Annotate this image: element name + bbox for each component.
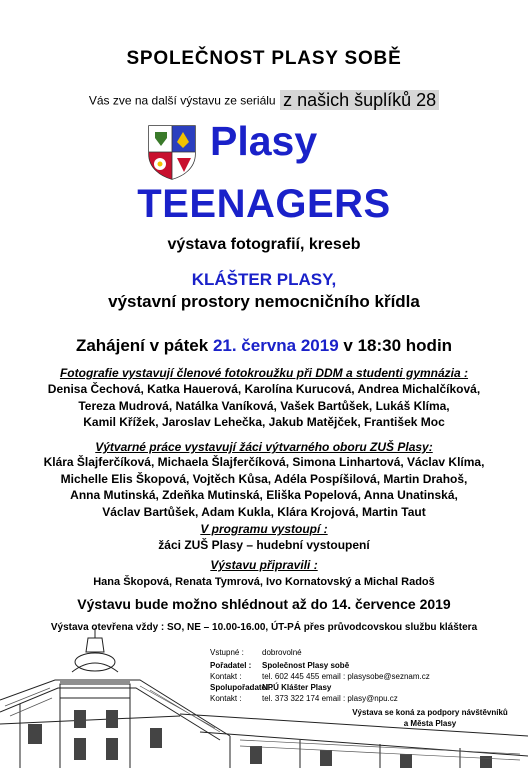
entry-value: dobrovolné	[262, 648, 302, 657]
organizer-heading: SPOLEČNOST PLASY SOBĚ	[126, 48, 402, 69]
list-item: Klára Šlajferčíková, Michaela Šlajferčíková, Simona Linhartová, Václav Klíma,	[43, 455, 485, 469]
opening-suffix: v 18:30 hodin	[343, 336, 453, 355]
support-note	[340, 707, 520, 729]
contact-value: tel. 602 445 455 email : plasysobe@seznam.cz	[262, 672, 430, 681]
prepared-text: Hana Škopová, Renata Tymrová, Ivo Kornatovský a Michal Radoš	[93, 576, 435, 588]
artists-heading: Výtvarné práce vystavují žáci výtvarného oboru ZUŠ Plasy:	[95, 440, 433, 454]
program-text: žáci ZUŠ Plasy – hudební vystoupení	[158, 538, 370, 552]
support-note-line: a Města Plasy	[403, 719, 457, 728]
coat-of-arms-icon	[147, 124, 197, 180]
venue-detail: výstavní prostory nemocničního křídla	[108, 292, 420, 311]
coorganizer-label: Spolupořadatel :	[210, 683, 274, 692]
opening-line	[0, 336, 528, 356]
contact-label: Kontakt :	[210, 694, 242, 703]
list-item: Denisa Čechová, Katka Hauerová, Karolína Kurucová, Andrea Michalčíková,	[47, 382, 481, 396]
support-note-line: Výstava se koná za podpory návštěvníků	[352, 708, 508, 717]
organizer-value: Společnost Plasy sobě	[262, 661, 350, 670]
prepared-heading: Výstavu připravili :	[210, 558, 318, 572]
program-heading: V programu vystoupí :	[200, 522, 328, 536]
artists-list	[0, 454, 528, 520]
venue-name: KLÁŠTER PLASY,	[191, 270, 337, 289]
entry-label: Vstupné :	[210, 648, 244, 657]
intro-line	[0, 90, 528, 111]
photographers-heading: Fotografie vystavují členové fotokroužku při DDM a studenti gymnázia :	[59, 366, 469, 380]
list-item: Kamil Křížek, Jaroslav Lehečka, Jakub Matějček, František Moc	[83, 415, 445, 429]
contact-value: tel. 373 322 174 email : plasy@npu.cz	[262, 694, 398, 703]
coorganizer-value: NPÚ Klášter Plasy	[262, 683, 332, 692]
contact-label: Kontakt :	[210, 672, 242, 681]
intro-text: Vás zve na další výstavu ze seriálu	[88, 93, 276, 108]
town-name: Plasy	[210, 118, 318, 164]
organizer-label: Pořadatel :	[210, 661, 252, 670]
opening-prefix: Zahájení v pátek	[75, 336, 209, 355]
exhibition-subtitle: výstava fotografií, kreseb	[167, 236, 361, 253]
photographers-list	[0, 381, 528, 431]
list-item: Tereza Mudrová, Natálka Vaníková, Vašek Bartůšek, Lukáš Klíma,	[78, 398, 450, 413]
list-item: Václav Bartůšek, Adam Kukla, Klára Krojová, Martin Taut	[102, 504, 426, 519]
opening-hours: Výstava otevřena vždy : SO, NE – 10.00-16.00, ÚT-PÁ přes průvodcovskou službu kláštera	[50, 622, 478, 633]
exhibition-title: TEENAGERS	[137, 182, 391, 226]
list-item: Michelle Elis Škopová, Vojtěch Kůsa, Adéla Pospíšilová, Martin Drahoš,	[60, 471, 468, 486]
list-item: Anna Mutinská, Zdeňka Mutinská, Eliška Popelová, Anna Unatinská,	[70, 488, 458, 502]
series-name: z našich šuplíků 28	[280, 90, 439, 110]
exhibition-until: Výstavu bude možno shlédnout až do 14. července 2019	[77, 596, 451, 612]
opening-date: 21. června 2019	[212, 336, 339, 355]
